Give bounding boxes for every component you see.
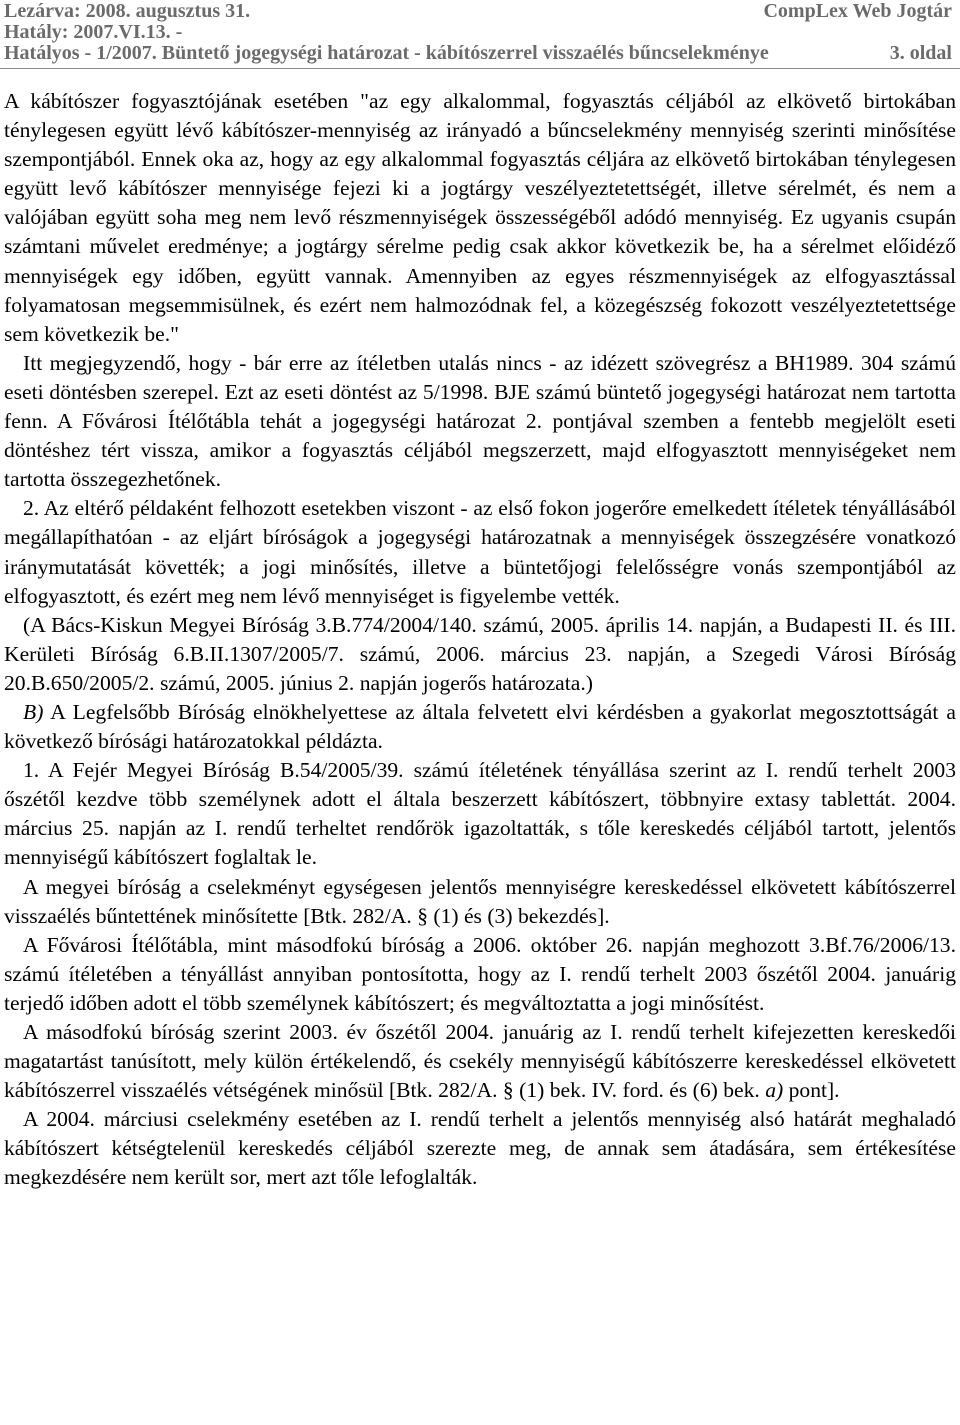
- paragraph-case-1: 1. A Fejér Megyei Bíróság B.54/2005/39. számú ítéletének tényállása szerint az I. rendű terhelt 2003 őszétől kezdve több személynek adott el általa beszerzett kábítószert, többnyire extasy tablettát. 2004. március 25. napján az I. rendű terheltet rendőrök igazoltatták, s tőle kereskedés céljából tartott, jelentős mennyiségű kábítószert foglaltak le.: [4, 758, 956, 870]
- page-header: [0, 0, 960, 80]
- paragraph-second-instance: [4, 1018, 956, 1105]
- document-title: Hatályos - 1/2007. Büntető jogegységi határozat - kábítószerrel visszaélés bűncselekménye: [4, 42, 769, 64]
- document-body: [4, 87, 956, 1193]
- paragraph-note: Itt megjegyzendő, hogy - bár erre az ítéletben utalás nincs - az idézett szövegrész a BH1989. 304 számú eseti döntésben szerepel. Ezt az eseti döntést az 5/1998. BJE számú büntető jogegységi határozat nem tartotta fenn. A Fővárosi Ítélőtábla tehát a jogegységi határozat 2. pontjával szemben a fentebb megjelölt eseti döntéshez tért vissza, amikor a fogyasztás céljából megszerzett, majd elfogyasztott mennyiségeket nem tartotta összegezhetőnek.: [4, 350, 956, 492]
- header-divider: [0, 68, 960, 69]
- second-instance-text-b: pont].: [783, 1078, 840, 1103]
- paragraph-march-2004: A 2004. márciusi cselekmény esetében az I. rendű terhelt a jelentős mennyiség alsó határát meghaladó kábítószert kétségtelenül kereskedés céljából szerezte meg, de annak sem átadására, sem értékesítése megkezdésére nem került sor, mert azt tőle lefoglalták.: [4, 1107, 956, 1190]
- paragraph-citations: (A Bács-Kiskun Megyei Bíróság 3.B.774/2004/140. számú, 2005. április 14. napján, a Budapesti II. és III. Kerületi Bíróság 6.B.II.1307/2005/7. számú, 2006. március 23. napján, a Szegedi Városi Bíróság 20.B.650/2005/2. számú, 2005. június 2. napján jogerős határozata.): [4, 612, 956, 695]
- second-instance-text-a: A másodfokú bíróság szerint 2003. év őszétől 2004. januárig az I. rendű terhelt kifejezetten kereskedői magatartást tanúsított, mely külön értékelendő, és csekély mennyiségű kábítószerre kereskedéssel elkövetett kábítószerrel visszaélés vétségének minősül [Btk. 282/A. § (1) bek. IV. ford. és (6) bek.: [4, 1020, 956, 1103]
- section-b-marker: B): [23, 699, 44, 724]
- page-number: 3. oldal: [889, 42, 952, 64]
- paragraph-point-2: 2. Az eltérő példaként felhozott esetekben viszont - az első fokon jogerőre emelkedett ítéletek tényállásából megállapíthatóan - az eljárt bíróságok a jogegységi határozatnak a mennyiségek összegzésére vonatkozó iránymutatását követték; a jogi minősítés, illetve a büntetőjogi felelősségre vonás szempontjából az elfogyasztott, és ezért meg nem lévő mennyiséget is figyelembe vették.: [4, 496, 956, 608]
- paragraph-county-court: A megyei bíróság a cselekményt egységesen jelentős mennyiségre kereskedéssel elkövetett kábítószerrel visszaélés bűntettének minősítette [Btk. 282/A. § (1) és (3) bekezdés].: [4, 874, 956, 928]
- closing-date: Lezárva: 2008. augusztus 31.: [4, 0, 251, 22]
- paragraph-quote: A kábítószer fogyasztójának esetében "az egy alkalommal, fogyasztás céljából az elkövető birtokában ténylegesen együtt lévő kábítószer-mennyiség az irányadó a bűncselekmény mennyiség szerinti minősítése szempontjából. Ennek oka az, hogy az egy alkalommal fogyasztás céljára az elkövető birtokában ténylegesen együtt levő kábítószer mennyisége fejezi ki a jogtárgy veszélyeztetettségét, illetve sérelmét, és nem a valójában együtt soha meg nem levő részmennyiségek összességéből adódó mennyiség. Ez ugyanis csupán számtani művelet eredménye; a jogtárgy sérelme pedig csak akkor következik be, ha a sérelmet előidéző mennyiségek egy időben, együtt vannak. Amennyiben az egyes részmennyiségek az elfogyasztással folyamatosan megsemmisülnek, és ezért nem halmozódnak fel, a közegészség fokozott veszélyeztetettsége sem következik be.": [4, 89, 956, 346]
- brand-name: CompLex Web Jogtár: [763, 0, 952, 22]
- header-line-3: [4, 42, 956, 64]
- header-line-1: [4, 0, 956, 22]
- paragraph-appeal-court: A Fővárosi Ítélőtábla, mint másodfokú bíróság a 2006. október 26. napján meghozott 3.Bf.76/2006/13. számú ítéletében a tényállást annyiban pontosította, hogy az I. rendű terhelt 2003 őszétől 2004. januárig terjedő időben adott el több személynek kábítószert; és megváltoztatta a jogi minősítést.: [4, 932, 956, 1015]
- section-b-text: A Legfelsőbb Bíróság elnökhelyettese az általa felvetett elvi kérdésben a gyakorlat megosztottságát a következő bírósági határozatokkal példázta.: [4, 699, 956, 754]
- effective-date: Hatály: 2007.VI.13. -: [4, 21, 183, 43]
- second-instance-point-a: a): [765, 1078, 784, 1103]
- header-line-2: [4, 21, 956, 43]
- paragraph-section-b: [4, 698, 956, 756]
